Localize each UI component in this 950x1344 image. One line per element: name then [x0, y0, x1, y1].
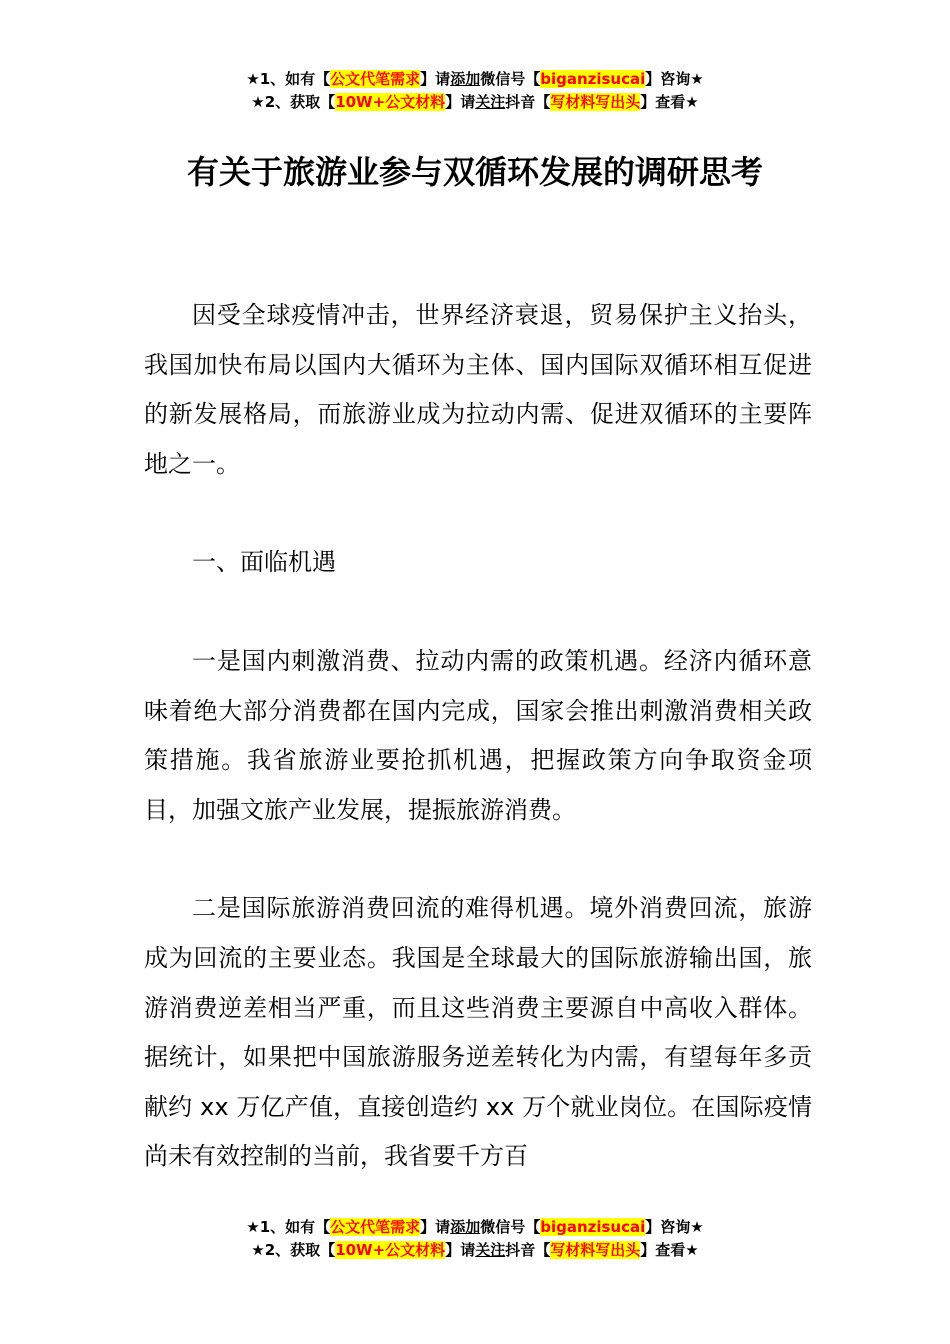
banner-underlined-text: 添加 [450, 1218, 481, 1236]
banner-highlight: biganzisucai [540, 70, 646, 88]
banner-line-1 [0, 1216, 950, 1239]
banner-text: 】查看★ [640, 93, 699, 111]
banner-line-2 [0, 91, 950, 114]
banner-highlight: 公文代笔需求 [330, 70, 421, 88]
banner-text: ★1、如有【 [246, 1218, 331, 1236]
banner-text: 】请 [445, 1241, 476, 1259]
banner-underlined-text: 关注 [475, 93, 506, 111]
banner-highlight: 写材料写出头 [550, 93, 641, 111]
banner-text: 】查看★ [640, 1241, 699, 1259]
banner-text: ★2、获取【 [251, 93, 336, 111]
banner-text: ★2、获取【 [251, 1241, 336, 1259]
banner-text: 抖音【 [505, 93, 551, 111]
banner-text: 微信号【 [480, 70, 541, 88]
banner-line-2 [0, 1239, 950, 1262]
banner-highlight: 10W+公文材料 [335, 1241, 446, 1259]
banner-underlined-text: 关注 [475, 1241, 506, 1259]
banner-text: 】咨询★ [645, 70, 704, 88]
banner-underlined-text: 添加 [450, 70, 481, 88]
paragraph-opportunity-1: 一是国内刺激消费、拉动内需的政策机遇。经济内循环意味着绝大部分消费都在国内完成，国家会推出刺激消费相关政策措施。我省旅游业要抢抓机遇，把握政策方向争取资金项目，加强文旅产业发展，提振旅游消费。 [144, 646, 812, 824]
paragraph-opportunity-2: 二是国际旅游消费回流的难得机遇。境外消费回流，旅游成为回流的主要业态。我国是全球最大的国际旅游输出国，旅游消费逆差相当严重，而且这些消费主要源自中高收入群体。据统计，如果把中国旅游服务逆差转化为内需，有望每年多贡献约 xx 万亿产值，直接创造约 xx 万个就业岗位。在国际疫情尚未有效控制的当前，我省要千方百 [144, 894, 812, 1171]
banner-highlight: biganzisucai [540, 1218, 646, 1236]
banner-text: 】请 [445, 93, 476, 111]
banner-highlight: 公文代笔需求 [330, 1218, 421, 1236]
banner-line-1 [0, 68, 950, 91]
banner-text: 】请 [420, 70, 451, 88]
banner-text: 】请 [420, 1218, 451, 1236]
document-body [144, 291, 812, 1182]
document-title: 有关于旅游业参与双循环发展的调研思考 [186, 153, 763, 191]
banner-highlight: 写材料写出头 [550, 1241, 641, 1259]
banner-text: ★1、如有【 [246, 70, 331, 88]
banner-highlight: 10W+公文材料 [335, 93, 446, 111]
banner-text: 微信号【 [480, 1218, 541, 1236]
header-banner [0, 68, 950, 114]
paragraph-intro: 因受全球疫情冲击，世界经济衰退，贸易保护主义抬头，我国加快布局以国内大循环为主体、国内国际双循环相互促进的新发展格局，而旅游业成为拉动内需、促进双循环的主要阵地之一。 [144, 301, 812, 478]
section-heading: 一、面临机遇 [192, 548, 336, 577]
banner-text: 】咨询★ [645, 1218, 704, 1236]
footer-banner [0, 1216, 950, 1262]
banner-text: 抖音【 [505, 1241, 551, 1259]
